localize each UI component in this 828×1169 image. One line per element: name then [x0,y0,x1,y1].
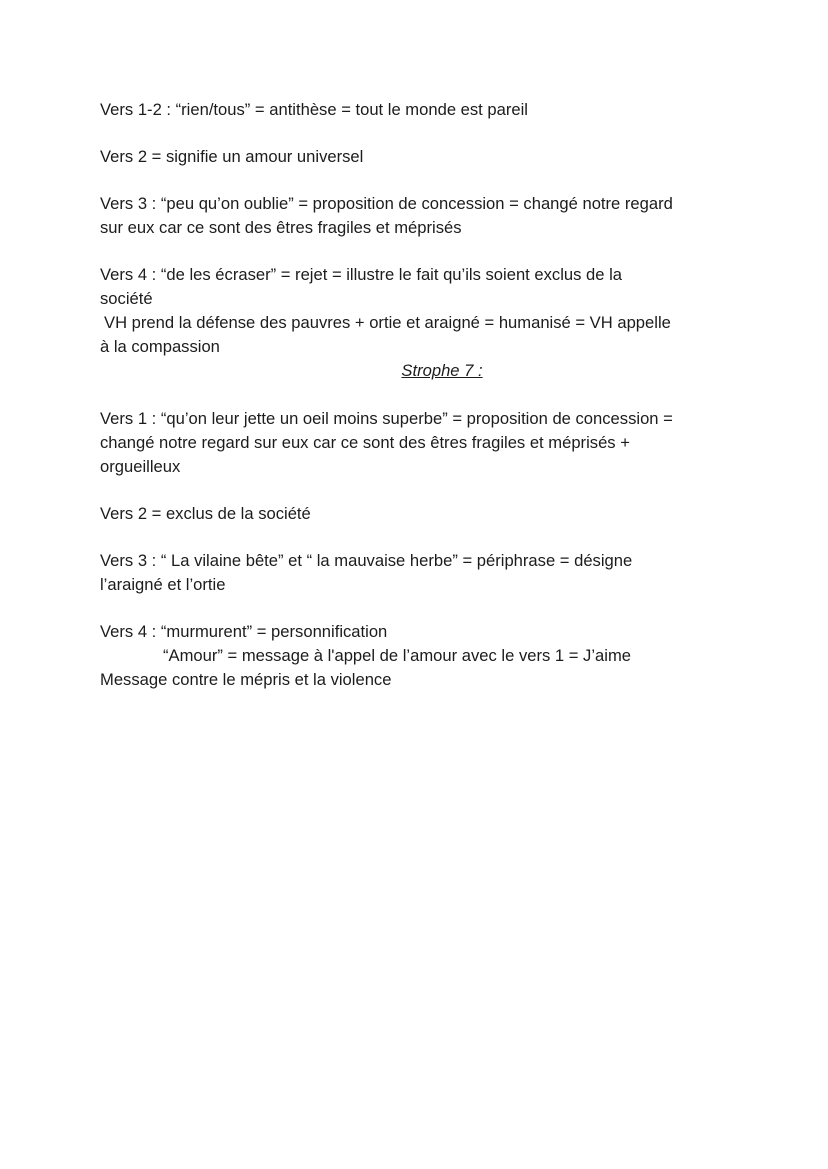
text-line-indented [100,311,738,335]
paragraph-strophe-7-vers-4 [100,620,738,692]
paragraph-strophe-7-vers-3 [100,549,738,597]
text-line: Vers 4 : “de les écraser” = rejet = illustre le fait qu’ils soient exclus de la [100,265,623,284]
text-line: Message contre le mépris et la violence [100,670,392,689]
paragraph-vers-3 [100,192,738,240]
text-line: Vers 2 = signifie un amour universel [100,147,364,166]
paragraph-strophe-7-vers-1 [100,407,738,479]
paragraph-vers-4 [100,263,738,359]
text-line: Vers 3 : “ La vilaine bête” et “ la mauvaise herbe” = périphrase = désigne [100,551,633,570]
section-heading-text: Strophe 7 : [401,361,483,380]
text-line: sur eux car ce sont des êtres fragiles et méprisés [100,218,462,237]
text-line: orgueilleux [100,457,181,476]
text-line-content: “Amour” = message à l'appel de l’amour avec le vers 1 = J’aime [163,646,632,665]
paragraph-vers-1-2 [100,98,738,122]
text-line: l’araigné et l’ortie [100,575,226,594]
text-line: société [100,289,153,308]
text-line-indented [100,644,738,668]
paragraph-vers-2 [100,145,738,169]
text-line: Vers 1-2 : “rien/tous” = antithèse = tout le monde est pareil [100,100,528,119]
text-line-content: VH prend la défense des pauvres + ortie et araigné = humanisé = VH appelle [104,313,671,332]
text-line: Vers 2 = exclus de la société [100,504,311,523]
paragraph-strophe-7-vers-2 [100,502,738,526]
text-line: Vers 3 : “peu qu’on oublie” = proposition de concession = changé notre regard [100,194,673,213]
text-line: Vers 4 : “murmurent” = personnification [100,622,388,641]
text-line: changé notre regard sur eux car ce sont des êtres fragiles et méprisés + [100,433,630,452]
section-heading-strophe-7 [100,359,738,383]
text-line: à la compassion [100,337,220,356]
text-line: Vers 1 : “qu’on leur jette un oeil moins superbe” = proposition de concession = [100,409,673,428]
